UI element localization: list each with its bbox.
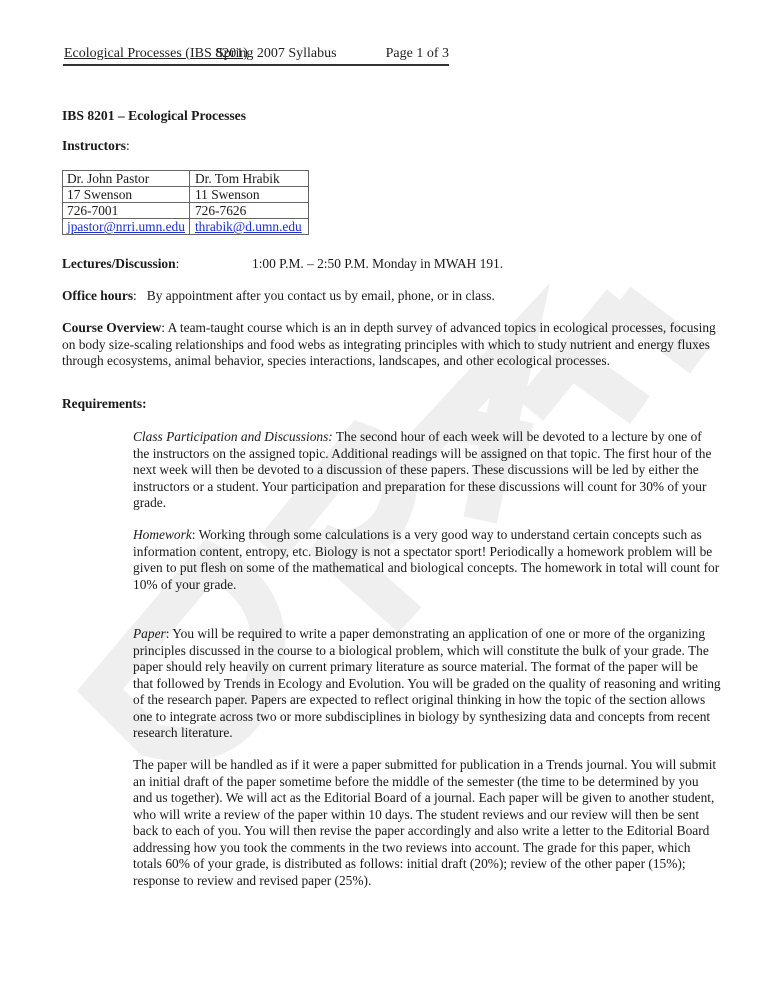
requirement-homework: [133, 527, 721, 593]
instructor-1-office: 17 Swenson: [63, 187, 190, 203]
table-row: [63, 219, 309, 235]
requirement-label: Homework: [133, 527, 192, 542]
office-hours-value: By appointment after you contact us by email, phone, or in class.: [146, 288, 495, 303]
table-row: [63, 203, 309, 219]
instructor-1-email-link[interactable]: jpastor@nrri.umn.edu: [67, 219, 185, 234]
instructors-heading: Instructors:: [62, 138, 130, 153]
course-overview-label: Course Overview: [62, 320, 162, 335]
instructor-2-name: Dr. Tom Hrabik: [189, 171, 308, 187]
requirements-heading: Requirements:: [62, 396, 147, 411]
requirement-text: : You will be required to write a paper demonstrating an application of one or more of the organizing principles discussed in the course to a biological problem, which will constitute the bulk of your grade. The paper should rely heavily on current primary literature as source material. The format of the paper will be that followed by Trends in Ecology and Evolution. You will be graded on the quality of reasoning and writing of the research paper. Papers are expected to reflect original thinking in how the topic of the section allows one to integrate across two or more subdisciplines in biology by synthesizing data and concepts from recent research literature.: [133, 626, 721, 740]
header-page-number: Page 1 of 3: [385, 46, 449, 61]
requirement-paper: [133, 626, 721, 742]
table-row: [63, 187, 309, 203]
course-overview-text: : A team-taught course which is an in depth survey of advanced topics in ecological processes, focusing on body size-scaling relationships and food webs as integrating principles with which to study nutrient and energy fluxes through ecosystems, animal behavior, species interactions, landscapes, and other ecological processes.: [62, 320, 716, 368]
requirement-text: : Working through some calculations is a very good way to understand certain concepts such as information content, entropy, etc. Biology is not a spectator sport! Periodically a homework problem will be given to put flesh on some of the mathematical and biological concepts. The homework in total will count for 10% of your grade.: [133, 527, 720, 592]
requirement-participation: [133, 429, 721, 512]
instructor-1-name: Dr. John Pastor: [63, 171, 190, 187]
instructor-2-phone: 726-7626: [189, 203, 308, 219]
lectures-label: Lectures/Discussion:: [62, 256, 180, 271]
document-title: IBS 8201 – Ecological Processes: [62, 108, 247, 123]
office-hours-label: Office hours: [62, 288, 134, 303]
page-header: [63, 46, 449, 66]
lectures-value: 1:00 P.M. – 2:50 P.M. Monday in MWAH 191.: [252, 256, 504, 271]
paper-process-paragraph: The paper will be handled as if it were a paper submitted for publication in a Trends journal. You will submit an initial draft of the paper sometime before the middle of the semester (the time to be determined by you and us together). We will act as the Editorial Board of a journal. Each paper will be given to another student, who will write a review of the paper within 10 days. The student reviews and our review will then be sent back to each of you. You will then revise the paper accordingly and also write a letter to the Editorial Board addressing how you took the comments in the two reviews into account. The grade for this paper, which totals 60% of your grade, is distributed as follows: initial draft (20%); review of the other paper (15%); response to review and revised paper (25%).: [133, 757, 717, 888]
instructor-1-phone: 726-7001: [63, 203, 190, 219]
requirement-label: Paper: [133, 626, 166, 641]
requirement-label: Class Participation and Discussions:: [133, 429, 333, 444]
course-overview: [62, 320, 722, 370]
instructor-2-office: 11 Swenson: [189, 187, 308, 203]
table-row: [63, 171, 309, 187]
header-course: Ecological Processes (IBS 8201): [64, 46, 248, 61]
instructors-table: [62, 170, 309, 235]
office-hours: Office hours: By appointment after you contact us by email, phone, or in class.: [62, 288, 495, 303]
instructor-2-email-link[interactable]: thrabik@d.umn.edu: [194, 219, 302, 234]
header-term: Spring 2007 Syllabus: [216, 46, 337, 61]
requirement-text: The second hour of each week will be devoted to a lecture by one of the instructors on the assigned topic. Additional readings will be assigned on that topic. The first hour of the next week will then be devoted to a discussion of these papers. These discussions will be led by either the instructors or a student. Your participation and preparation for these discussions will count for 30% of your grade.: [133, 429, 712, 510]
